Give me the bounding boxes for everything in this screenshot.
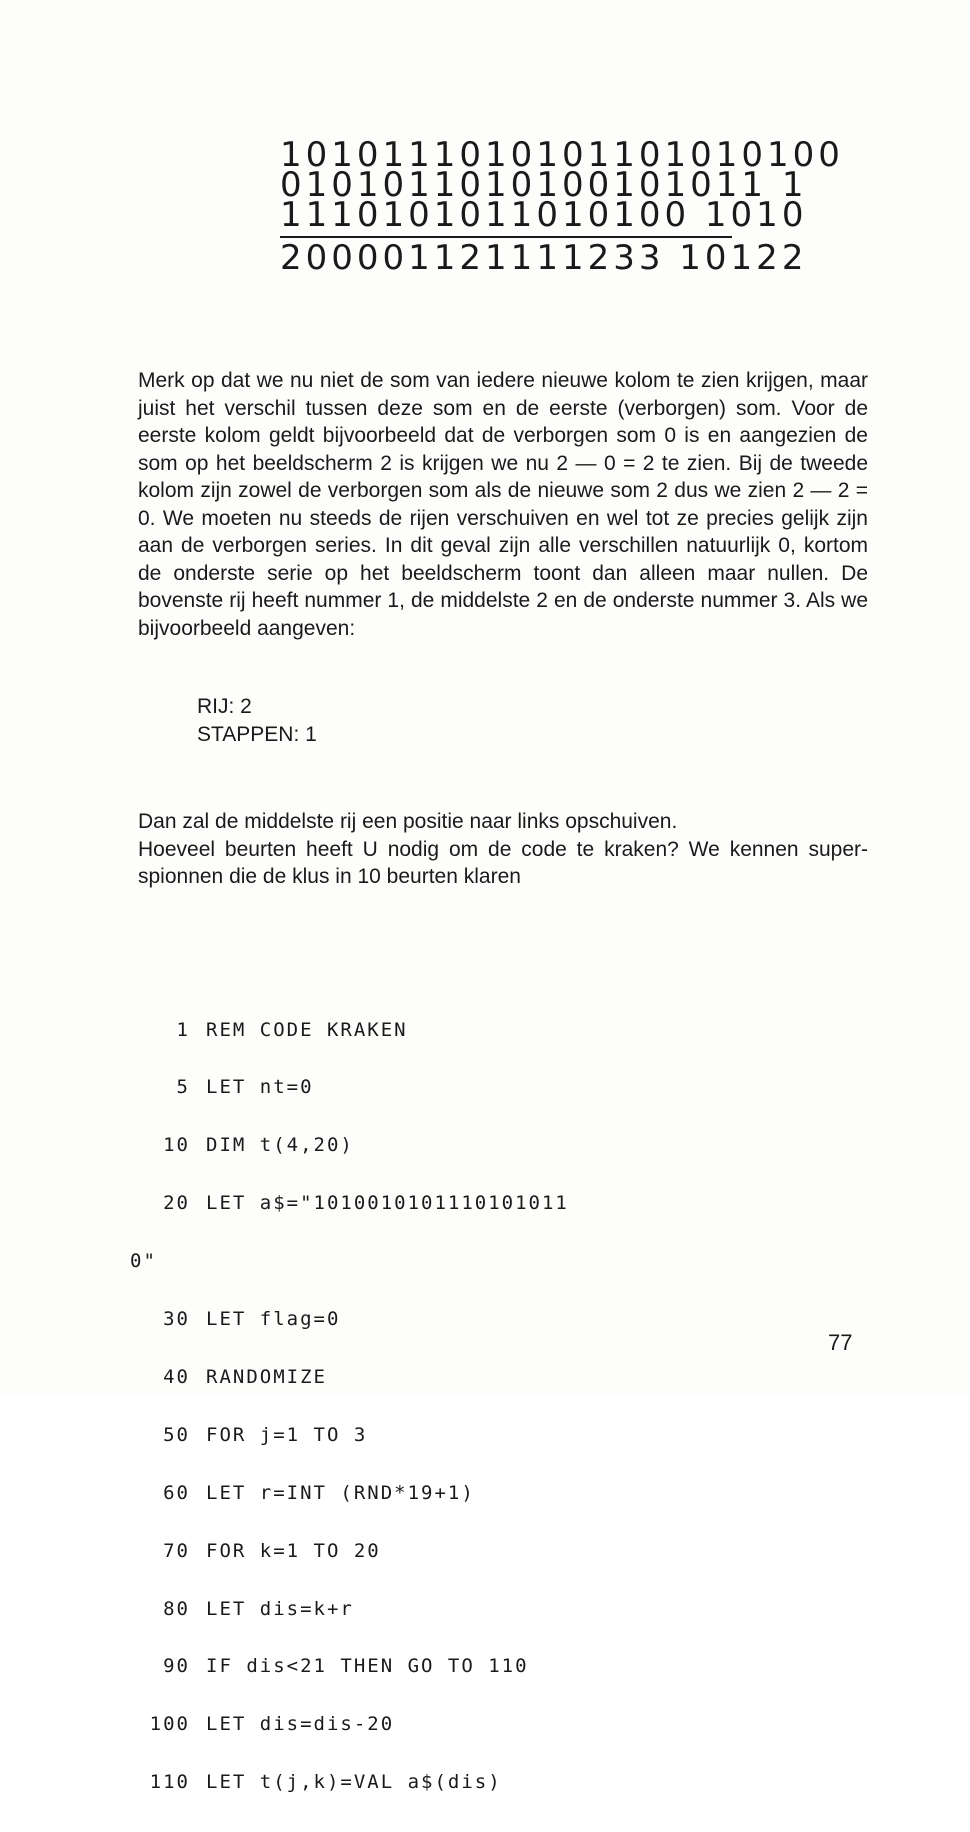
code-text: LET t(j,k)=VAL a$(dis) — [206, 1771, 502, 1794]
line-number: 50 — [163, 1423, 190, 1446]
line-number: 70 — [163, 1539, 190, 1562]
binary-addition-table — [280, 135, 844, 278]
code-text: FOR k=1 TO 20 — [206, 1539, 381, 1562]
line-number: 40 — [163, 1365, 190, 1388]
challenge-line-1: Dan zal de middelste rij een positie naar links opschuiven. — [138, 810, 678, 833]
line-number: 30 — [163, 1308, 190, 1331]
code-line — [130, 1078, 569, 1097]
code-text: LET dis=k+r — [206, 1597, 354, 1620]
code-line — [130, 1715, 569, 1734]
code-text: LET dis=dis-20 — [206, 1713, 395, 1736]
explanation-paragraph: Merk op dat we nu niet de som van iedere nieuwe kolom te zien krijgen, maar juist het verschil tussen deze som en de eerste (verborgen) som. Voor de eerste kolom geldt bijvoorbeeld dat de verborgen som 0 is en aangezien de som op het beeldscherm 2 is krijgen we nu 2 — 0 = 2 te zien. Bij de tweede kolom zijn zowel de verborgen som als de nieuwe som 2 dus we zien 2 — 2 = 0. We moeten nu steeds de rijen verschuiven en wel tot ze precies gelijk zijn aan de verborgen series. In dit geval zijn alle verschillen natuurlijk 0, kortom de onderste serie op het beeldscherm toont dan alleen maar nullen. De bovenste rij heeft nummer 1, de middelste 2 en de onderste nummer 3. Als we bijvoorbeeld aangeven: — [138, 369, 868, 640]
code-line — [130, 1194, 569, 1213]
code-text: LET a$="1010010101110101011 — [206, 1192, 569, 1215]
line-number: 110 — [149, 1771, 190, 1794]
binary-sum-row: 200001121111233 10122 — [280, 238, 808, 278]
line-number: 1 — [176, 1018, 190, 1041]
example-row-line: RIJ: 2 — [197, 695, 252, 718]
code-text: LET nt=0 — [206, 1076, 314, 1099]
binary-row-1: 1010111010101101010100 — [280, 135, 844, 175]
page-number: 77 — [828, 1330, 853, 1355]
example-steps-line: STAPPEN: 1 — [197, 723, 317, 746]
line-number: 90 — [163, 1655, 190, 1678]
code-text: IF dis<21 THEN GO TO 110 — [206, 1655, 529, 1678]
binary-row-2: 0101011010100101011 1 — [280, 165, 808, 205]
code-line — [130, 1310, 569, 1329]
code-line — [130, 1597, 569, 1620]
code-line — [130, 1365, 569, 1388]
code-line — [130, 1539, 569, 1562]
binary-row-3: 1110101011010100 1010 — [280, 195, 808, 235]
code-text: RANDOMIZE — [206, 1365, 327, 1388]
basic-program-listing — [130, 982, 569, 1831]
line-number: 60 — [163, 1481, 190, 1504]
code-text: FOR j=1 TO 3 — [206, 1423, 368, 1446]
challenge-line-2: Hoeveel beurten heeft U nodig om de code te kraken? We kennen super-spionnen die de klus in 10 beurten klaren — [138, 837, 868, 888]
line-number: 100 — [149, 1713, 190, 1736]
line-number: 20 — [163, 1192, 190, 1215]
code-line — [130, 1423, 569, 1446]
challenge-paragraph — [138, 808, 868, 891]
code-line — [130, 1018, 569, 1041]
line-number: 80 — [163, 1597, 190, 1620]
code-text: DIM t(4,20) — [206, 1134, 354, 1157]
code-line — [130, 1773, 569, 1792]
code-text: LET r=INT (RND*19+1) — [206, 1481, 475, 1504]
code-line — [130, 1657, 569, 1676]
code-text: 0" — [130, 1250, 157, 1273]
input-example — [197, 693, 317, 749]
code-text: REM CODE KRAKEN — [206, 1018, 408, 1041]
code-text: LET flag=0 — [206, 1308, 341, 1331]
line-number: 10 — [163, 1134, 190, 1157]
code-line-wrap — [130, 1252, 569, 1271]
code-line — [130, 1481, 569, 1504]
line-number: 5 — [176, 1076, 190, 1099]
code-line — [130, 1136, 569, 1155]
